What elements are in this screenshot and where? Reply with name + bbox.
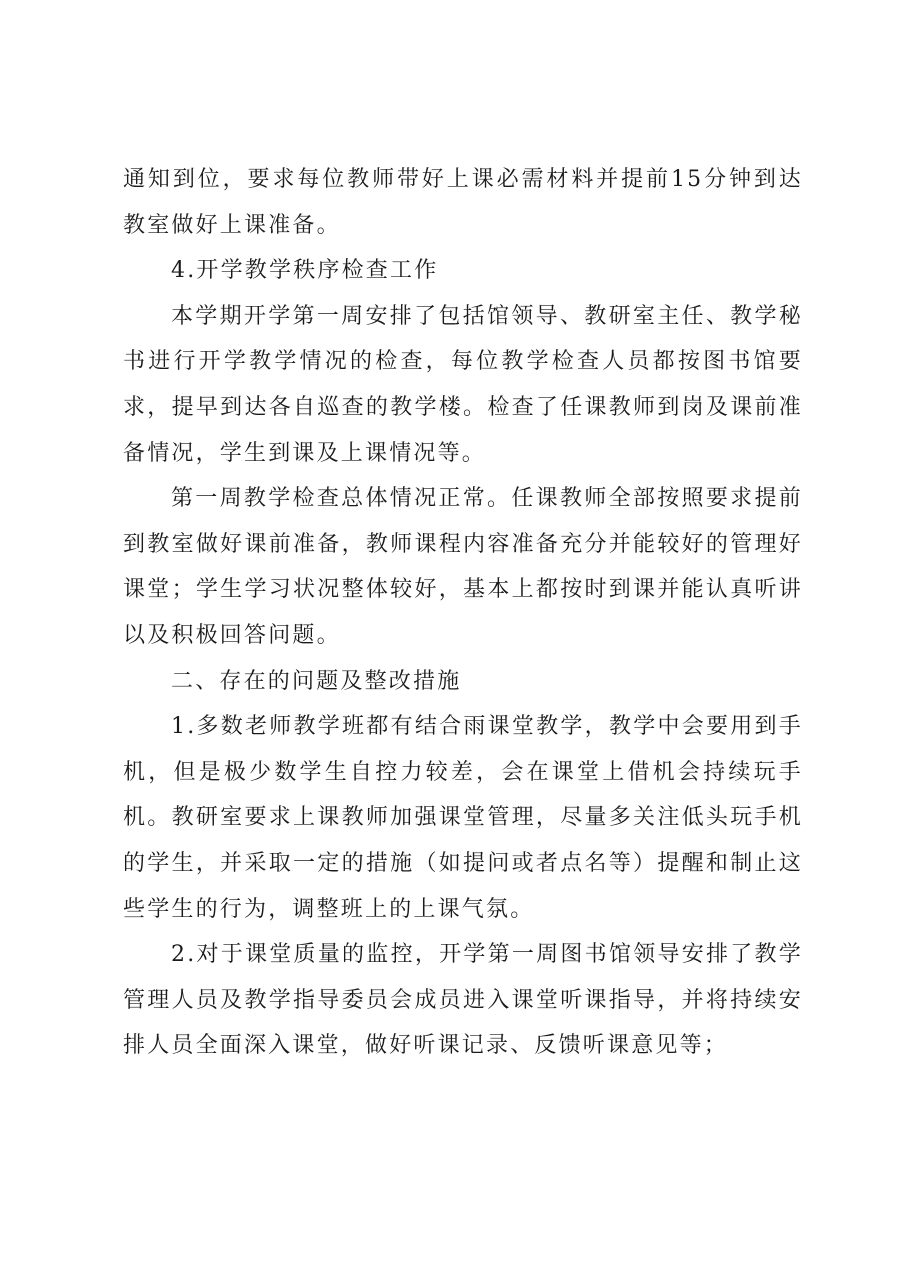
paragraph-continuation: 通知到位，要求每位教师带好上课必需材料并提前15分钟到达教室做好上课准备。 [123,167,803,238]
heading-problems-and-measures: 二、存在的问题及整改措施 [171,668,462,694]
paragraph-inspection-result: 第一周教学检查总体情况正常。任课教师全部按照要求提前到教室做好课前准备，教师课程内容准备充分并能较好的管理好课堂；学生学习状况整体较好，基本上都按时到课并能认真听讲以及积极回答问题。 [123,486,803,648]
document-body [123,157,803,1069]
paragraph-issue-2: 2.对于课堂质量的监控，开学第一周图书馆领导安排了教学管理人员及教学指导委员会成员进入课堂听课指导，并将持续安排人员全面深入课堂，做好听课记录、反馈听课意见等； [123,942,803,1059]
paragraph-inspection-arrangement: 本学期开学第一周安排了包括馆领导、教研室主任、教学秘书进行开学教学情况的检查，每位教学检查人员都按图书馆要求，提早到达各自巡查的教学楼。检查了任课教师到岗及课前准备情况，学生到课及上课情况等。 [123,303,803,466]
paragraph-issue-1: 1.多数老师教学班都有结合雨课堂教学，教学中会要用到手机，但是极少数学生自控力较差，会在课堂上借机会持续玩手机。教研室要求上课教师加强课堂管理，尽量多关注低头玩手机的学生，并采取一定的措施（如提问或者点名等）提醒和制止这些学生的行为，调整班上的上课气氛。 [123,714,803,922]
heading-section-4: 4.开学教学秩序检查工作 [171,258,439,284]
